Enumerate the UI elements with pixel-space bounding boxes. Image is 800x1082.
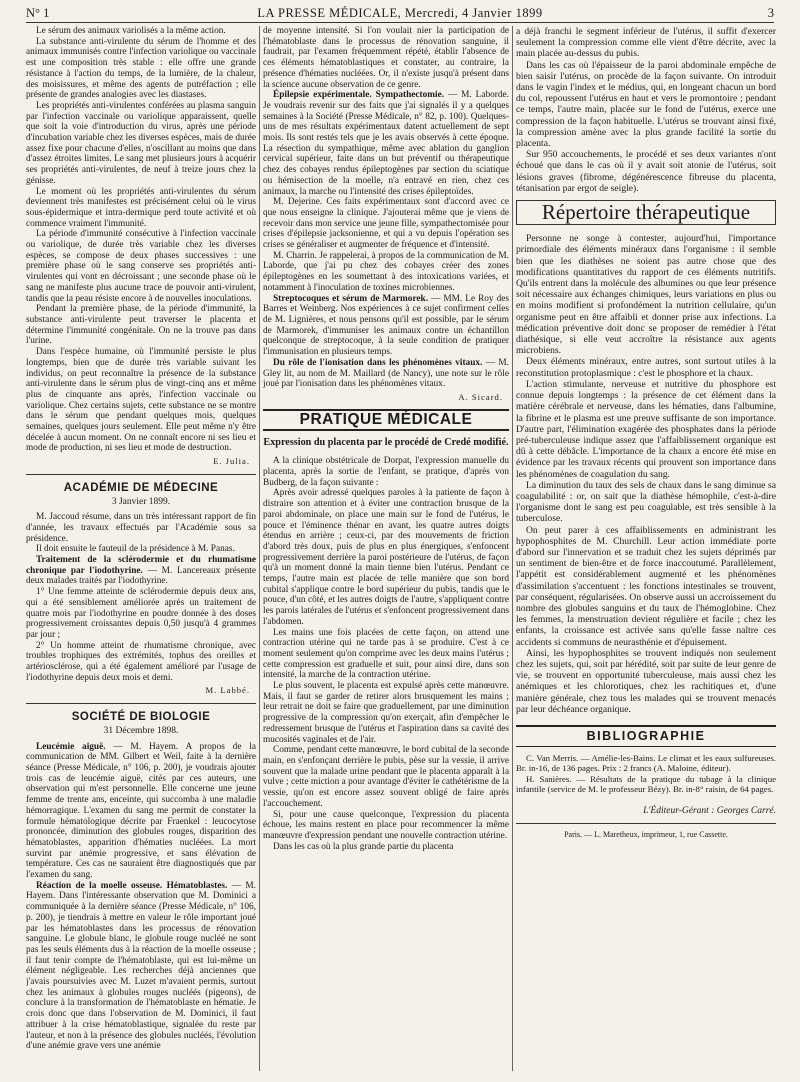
masthead-title: LA PRESSE MÉDICALE, Mercredi, 4 Janvier 1899 xyxy=(257,6,543,20)
paragraph: La diminution du taux des sels de chaux dans le sang diminue sa coagulabilité : or, on sait que la diathèse hémophile, c'est-à-dire l'organisme dont le sang est peu coagulable, est très sensible à la tuberculose. xyxy=(516,479,776,525)
bibliography-list xyxy=(516,753,776,794)
section-date: 3 Janvier 1899. xyxy=(111,496,171,507)
column-divider xyxy=(512,26,513,1071)
subsection-text: — M. Hayem. Dans l'intéressante observation que M. Dominici a communiquée à la dernière séance (Presse Médicale, n° 106, p. 200), je tiendrais à mettre en valeur le rôle important joué par les hématoblastes dans les processus de rénovation sanguine. Le globule blanc, le globule rouge nucléé ne sont pas les seuls éléments dus à la réaction de la moelle osseuse ; il faut tenir compte de l'hématoblaste, qui est lui-même un élément négligeable. Les recherches déjà anciennes que j'avais poursuivies avec M. Luzet m'avaient permis, surtout chez les animaux à globules rouges nucléés (pigeons), de conclure à la transformation de l'hématoblaste en hématie. Je crois donc que dans l'observation de M. Dominici, il faut attribuer à la crise hématoblastique, signalée du reste par l'auteur, et non à la présence des globules nucléés, l'évolution d'une anémie grave vers une anémie xyxy=(26,880,256,1052)
section-date: 31 Décembre 1898. xyxy=(103,725,179,736)
author-signature: E. Julia. xyxy=(213,456,250,467)
paragraph: 2° Un homme atteint de rhumatisme chronique, avec troubles trophiques des extrémités, tophus des oreilles et artériosclérose, qui a été également amélioré par l'usage de l'iodothyrine depuis deux mois et demi. xyxy=(26,640,256,683)
paragraph xyxy=(263,294,509,358)
subsection-text: — MM. Le Roy des Barres et Weinberg. Nos expériences à ce sujet confirment celles de M. Lignières, et nous pensons qu'il est possible, par le sérum de Marmorek, d'immuniser les animaux contre un échantillon quelconque de streptocoque, à la seule condition de pratiquer l'immunisation en plusieurs temps. xyxy=(263,293,509,358)
paragraph: M. Charrin. Je rappelerai, à propos de la communication de M. Laborde, que j'ai pu chez des cobayes créer des zones épileptogènes en les soumettant à des intoxications variées, et notamment à l'inoculation de toxines microbiennes. xyxy=(263,250,509,293)
bibliography-entry: H. Sanières. — Résultats de la pratique du tubage à la clinique infantile (service de M. le professeur Bézy). Br. in-8° raisin, de 64 pages. xyxy=(516,773,776,794)
article-title: Expression du placenta par le procédé de Credé modifié. xyxy=(263,437,509,449)
section-title-pratique: PRATIQUE MÉDICALE xyxy=(263,409,509,432)
divider xyxy=(26,474,256,475)
paragraph: de moyenne intensité. Si l'on voulait nier la participation de l'hématoblaste dans le processus de rénovation sanguine, il faudrait, par l'examen fréquemment répété, établir l'absence de ces éléments hématoblastiques et constater, au contraire, la présence d'hématies nucléées. Or, il n'existe jusqu'à présent dans la science aucune observation de ce genre. xyxy=(263,26,509,90)
paragraph: Après avoir adressé quelques paroles à la patiente de façon à distraire son attention et à éviter une contraction brusque de la paroi abdominale, on place une main sur le fond de l'utérus, le pouce et l'éminence thénar en avant, les quatre autres doigts étendus en arrière ; ceux-ci, par des mouvements de friction d'abord très doux, puis de plus en plus énergiques, s'enfoncent progressivement derrière la paroi postérieure de l'utérus, de façon qu'à un moment donné la main tienne bien l'utérus. Pendant ce temps, l'autre main est placée de telle manière que son bord cubital s'applique contre le bord supérieur du pubis, tandis que le pouce, d'un côté, et les autres doigts de l'autre, s'appliquent contre les parois latérales de l'utérus et s'enfoncent progressivement dans l'abdomen. xyxy=(263,488,509,627)
paragraph xyxy=(263,358,509,390)
paragraph: Le plus souvent, le placenta est expulsé après cette manœuvre. Mais, il faut se garder de retirer alors brusquement les mains ; leur retrait ne doit se faire que graduellement, par une diminution progressive de la compression qu'on exerçait, afin d'empêcher le redressement brusque de l'utérus et l'aspiration dans sa cavité des mucosités vaginales et de l'air. xyxy=(263,681,509,745)
section-title-repertoire: Répertoire thérapeutique xyxy=(516,200,776,225)
column-3 xyxy=(516,26,776,1071)
paragraph: Sur 950 accouchements, le procédé et ses deux variantes n'ont échoué que dans le cas où il y avait soit atonie de l'utérus, soit lésions graves (fibrome, dégénérescence fibreuse du placenta, tétanisation par ergot de seigle). xyxy=(516,149,776,194)
subsection-text: — M. Laborde. Je voudrais revenir sur des faits que j'ai signalés il y a quelques semaines à la Société (Presse Médicale, n° 82, p. 100). Quelques-uns de mes résultats expérimentaux datent actuellement de sept mois. Ils sont restés tels que je les avais observés à cette époque. La résection du sympathique, même avec ablation du ganglion cervical supérieur, faite dans un but préventif ou thérapeutique chez des cobayes rendus épileptogènes par section du sciatique ou hémisection de la moelle, n'a entravé en rien, chez ces animaux, la marche ou l'intensité des crises épileptoïdes. xyxy=(263,90,509,197)
subsection-heading: Réaction de la moelle osseuse. Hématoblastes. xyxy=(36,880,228,891)
author-signature: A. Sicard. xyxy=(458,391,503,402)
paragraph: 1° Une femme atteinte de sclérodermie depuis deux ans, qui a été sensiblement améliorée après un traitement de quatre mois par l'iodothyrine en poudre donnée à des doses progressivement croissantes depuis 0,50 jusqu'à 4 grammes par jour ; xyxy=(26,587,256,640)
paragraph: Pendant la première phase, de la période d'immunité, la substance anti-virulente peut traverser le placenta et détermine l'immunité congénitale. On ne la trouve pas dans l'urine. xyxy=(26,304,256,347)
author-signature: M. Labbé. xyxy=(205,685,250,696)
running-header xyxy=(26,6,774,23)
paragraph: Le sérum des animaux variolisés a la même action. xyxy=(36,26,226,36)
paragraph: A la clinique obstétricale de Dorpat, l'expression manuelle du placenta, après la sortie de l'enfant, se pratique, d'après von Budberg, de la façon suivante : xyxy=(263,456,509,488)
paragraph: La substance anti-virulente du sérum de l'homme et des animaux immunisés contre l'infection variolique ou vaccinale est une composition très stable : elle offre une grande résistance à l'action du temps, de la lumière, de la chaleur, des moisissures, et même des agents de putréfaction ; elle présente de grandes analogies avec les diastases. xyxy=(26,36,256,101)
paragraph xyxy=(263,90,509,197)
paragraph xyxy=(26,881,256,1052)
paragraph: Deux éléments minéraux, entre autres, sont surtout utiles à la reconstitution protoplasmique : c'est le phosphore et la chaux. xyxy=(516,356,776,379)
paragraph: M. Jaccoud résume, dans un très intéressant rapport de fin d'année, les travaux effectués par l'Académie sous sa présidence. xyxy=(26,512,256,544)
subsection-heading: Streptocoques et sérum de Marmorek. xyxy=(273,293,429,304)
section-title-academie: ACADÉMIE DE MÉDECINE xyxy=(63,481,219,494)
issue-number: N° 1 xyxy=(26,6,50,20)
subsection-heading: Leucémie aiguë. xyxy=(36,741,106,752)
divider xyxy=(26,703,256,704)
paragraph: Personne ne songe à contester, aujourd'hui, l'importance primordiale des éléments minéraux dans l'organisme : il semble bien que les diathèses ne soient pas autre chose que des modifications quantitatives du rapport de ces éléments nutritifs. Qu'ils entrent dans la molécule des albumines ou que leur présence soit nécessaire aux échanges chimiques, leurs variations en plus ou en moins modifient si profondément la nutrition cellulaire, qu'un organisme peut en être affaibli et donner prise aux infections. La médication préventive doit donc se proposer de remédier à l'état diathésique, si elle veut accroître la résistance aux agents microbiens. xyxy=(516,233,776,357)
paragraph: Ainsi, les hypophosphites se trouvent indiqués non seulement chez les sujets, qui, soit par hérédité, soit par suite de leur genre de vie, se trouvent en opportunité tuberculeuse, mais aussi chez les anémiques et les chlorotiques, chez les rachitiques et, d'une manière générale, chez tous les malades qui se trouvent menacés par leur déchéance organique. xyxy=(516,647,776,715)
paragraph: Dans les cas où l'épaisseur de la paroi abdominale empêche de bien saisir l'utérus, on procède de la façon suivante. On introduit dans le vagin l'index et le médius, qui, en longeant chacun un bord du col, repoussent l'utérus en haut et vers le promontoire ; pendant ce temps, l'autre main, placée sur le fond de l'utérus, exerce une compression de la façon habituelle. L'utérus se trouvant ainsi fixé, la compression amène avec la plus grande facilité la sortie du placenta. xyxy=(516,59,776,150)
paragraph: Si, pour une cause quelconque, l'expression du placenta échoue, les mains restent en place pour recommencer la même manœuvre d'expression pendant une nouvelle contraction utérine. xyxy=(263,809,509,841)
printer-line: Paris. — L. Maretheux, imprimeur, 1, rue Cassette. xyxy=(516,823,776,840)
paragraph xyxy=(26,555,256,587)
column-divider xyxy=(259,26,260,1071)
subsection-heading: Du rôle de l'ionisation dans les phénomènes vitaux. xyxy=(273,357,483,368)
paragraph: Dans l'espèce humaine, où l'immunité persiste le plus longtemps, bien que de durée très variable suivant les individus, on peut reconnaître la présence de la substance anti-virulente dans le sérum plus de vingt-cinq ans et même plus de cinquante ans après, l'infection vaccinale ou variolique. Chez certains sujets, cette substance ne se montre dans le sérum que pendant quelques mois, quelques semaines, quelques jours seulement. Elle peut même n'y être décelée à aucun moment. On ne connaît encore ni ses lieu et mode de production, ni ses lieu et mode de destruction. xyxy=(26,347,256,454)
paragraph: M. Dejerine. Ces faits expérimentaux sont d'accord avec ce que nous enseigne la clinique. J'ajouterai même que je viens de recevoir dans mon service une jeune fille, sympathectomisée pour crises d'épilepsie jacksonienne, et qui a vu depuis l'opération ses crises se généraliser et augmenter de fréquence et d'intensité. xyxy=(263,197,509,251)
paragraph xyxy=(26,742,256,881)
paragraph: L'action stimulante, nerveuse et nutritive du phosphore est connue depuis longtemps : la présence de cet élément dans la matière cérébrale et nerveuse, dans les hématies, dans l'albumine, la fibrine et le plasma est une preuve suffisante de son importance. D'autre part, l'élimination exagérée des phosphates dans la période pré-tuberculeuse indique assez que l'affaiblissement organique est dû à cette débâcle. L'importance de la chaux a encore été mise en évidence par les travaux récents qui prouvent son importance dans les phénomènes de coagulation du sang. xyxy=(516,378,776,480)
paragraph: Le moment où les propriétés anti-virulentes du sérum deviennent très manifestes est précisément celui où le virus sous-épidermique et intra-dermique perd toute activité et où commence vraiment l'immunité. xyxy=(26,186,256,229)
paragraph: Les mains une fois placées de cette façon, on attend une contraction utérine qui ne tarde pas à se produire. C'est à ce moment seulement qu'on comprime avec les deux mains l'utérus ; cette compression est graduelle et suit, pour ainsi dire, dans son intensité, la marche de la contraction utérine. xyxy=(263,627,509,681)
section-title-biologie: SOCIÉTÉ DE BIOLOGIE xyxy=(71,711,211,724)
page-number: 3 xyxy=(767,6,774,20)
paragraph: Il doit ensuite le fauteuil de la présidence à M. Panas. xyxy=(36,544,235,555)
paragraph: On peut parer à ces affaiblissements en administrant les hypophosphites de M. Churchill. Leur action immédiate porte d'abord sur l'innervation et se traduit chez les sujets déprimés par un sentiment de bien-être et de force inaccoutumé. Parallèlement, l'appétit est considérablement augmenté et les phénomènes d'assimilation s'accentuent : les fonctions intestinales se trouvent, par conséquent, régularisées. On observe aussi un accroissement du nombre des globules sanguins et du taux de l'hémoglobine. Chez les femmes, la menstruation devient régulière et facile ; chez les enfants, la croissance est activée sans qu'elle fasse naître ces accidents si communs de neurasthénie et d'épuisement. xyxy=(516,524,776,648)
paragraph: Dans les cas où la plus grande partie du placenta xyxy=(273,841,454,852)
paragraph: Les propriétés anti-virulentes conférées au plasma sanguin par l'infection vaccinale ou variolique apparaissent, quelle que soit la voie d'introduction du virus, après une période d'incubation variable chez les diverses espèces, mais de durée assez fixe pour chacune d'elles, n'oscillant au moins que dans d'assez étroites limites. Le sang met plusieurs jours à acquérir ses propriétés anti-virulentes, de neuf à treize jours chez la génisse. xyxy=(26,100,256,186)
section-title-bibliographie: BIBLIOGRAPHIE xyxy=(516,725,776,747)
paragraph: a déjà franchi le segment inférieur de l'utérus, il suffit d'exercer seulement la compression comme elle vient d'être décrite, avec la main placée au-dessus du pubis. xyxy=(516,26,776,60)
paragraph: Comme, pendant cette manœuvre, le bord cubital de la seconde main, en s'enfonçant derrière le pubis, pèse sur la vessie, il arrive souvent que la malade urine pendant que le placenta apparaît à la vulve ; cette miction a pour avantage d'éviter le cathétérisme de la vessie, qu'on est encore assez souvent obligé de faire après l'accouchement. xyxy=(263,745,509,809)
paragraph: La période d'immunité consécutive à l'infection vaccinale ou variolique, de durée très variable chez les diverses espèces, se compose de deux phases successives : une première phase où le sang conserve ses propriétés anti-virulentes qui vont en décroissant ; une seconde phase où le sang ne manifeste plus aucune trace de pouvoir anti-virulent, tandis que la peau résiste encore à de nouvelles inoculations. xyxy=(26,229,256,304)
bibliography-entry: C. Van Merris. — Amélie-les-Bains. Le climat et les eaux sulfureuses. Br. in-16, de 136 pages. Prix : 2 francs (A. Maloine, éditeur). xyxy=(516,753,776,774)
subsection-text: — M. Hayem. A propos de la communication de MM. Gilbert et Weil, faite à la dernière séance (Presse Médicale, n° 106, p. 200), je voudrais ajouter trois cas de leucémie aiguë, cités par ces auteurs, une observation qui m'est personnelle. Elle concerne une jeune femme de trente ans, enceinte, qui succomba à une maladie hémorragique. L'examen du sang me permit de constater la formule hématologique décrite par Fraenkel : leucocytose prononcée, diminution des globules rouges, disparition des hématoblastes, apparition d'hématies nucléées. La mort survint par anémie progressive, et sans élévation de température. Ces cas ne sauraient être diagnostiqués que par l'examen du sang. xyxy=(26,741,256,881)
column-2 xyxy=(263,26,509,1071)
subsection-text: — M. Lancereaux présente deux malades traités par l'iodothyrine. xyxy=(26,565,256,587)
column-1 xyxy=(26,26,256,1071)
subsection-heading: Traitement de la sclérodermie et du rhumatisme chronique par l'iodothyrine. xyxy=(26,555,256,576)
editor-line: L'Éditeur-Gérant : Georges Carré. xyxy=(643,806,776,816)
subsection-text: — M. Gley lit, au nom de M. Maillard (de Nancy), une note sur le rôle joué par l'ionisation dans les phénomènes vitaux. xyxy=(263,357,509,390)
subsection-heading: Épilepsie expérimentale. Sympathectomie. xyxy=(273,90,445,101)
